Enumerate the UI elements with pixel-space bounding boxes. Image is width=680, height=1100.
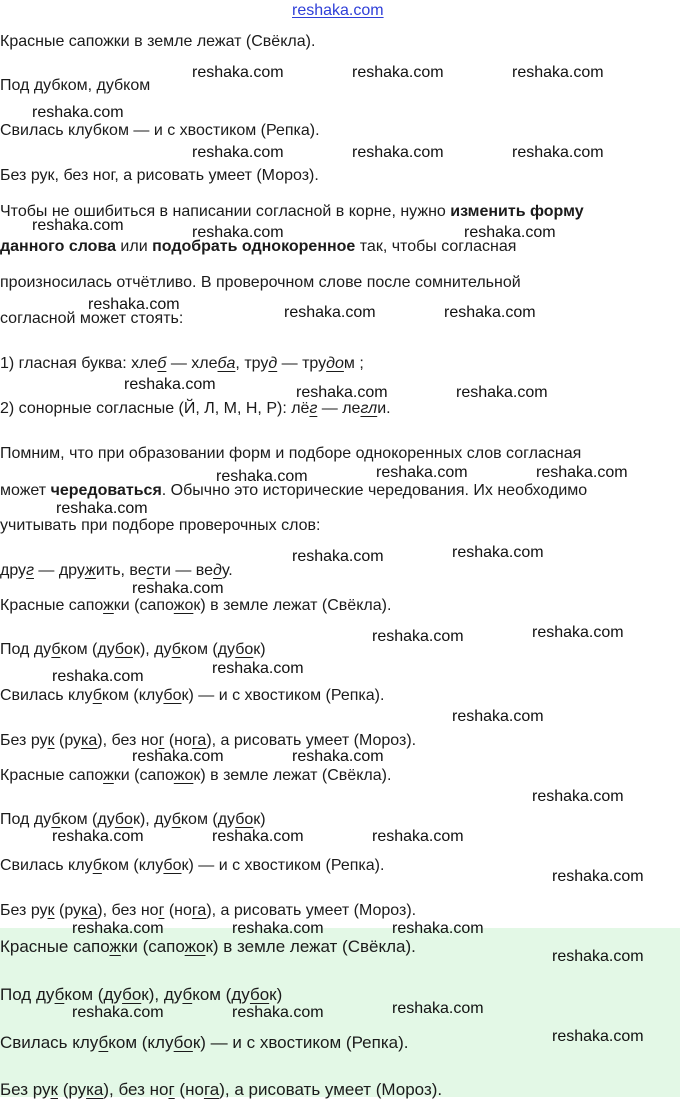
text-segment: (ру <box>57 1080 87 1099</box>
watermark: reshaka.com <box>464 224 556 241</box>
underlined-letter: б <box>182 985 193 1004</box>
answer-line <box>0 937 416 957</box>
watermark: reshaka.com <box>532 788 624 805</box>
text-segment: Свилась клу <box>0 687 93 704</box>
underlined-letter: ж <box>103 597 114 614</box>
rule-text: Чтобы не ошибиться в написании согласной в корне, нужно <box>0 203 451 220</box>
watermark: reshaka.com <box>392 920 484 937</box>
underlined-letter: ба <box>217 355 236 372</box>
watermark: reshaka.com <box>372 828 464 845</box>
text-segment: 1) гласная буква: хле <box>0 355 158 372</box>
text-segment: ком (клу <box>108 1033 174 1052</box>
watermark: reshaka.com <box>552 1028 644 1045</box>
text-segment: Красные сапо <box>0 767 104 784</box>
rule-text: или <box>115 238 153 255</box>
text-segment: Без ру <box>0 902 48 919</box>
text-segment: к) в земле лежат (Свёкла). <box>205 937 416 956</box>
watermark: reshaka.com <box>216 468 308 485</box>
underlined-letter: к <box>50 1080 58 1099</box>
underlined-letter: б <box>51 811 61 828</box>
watermark: reshaka.com <box>192 64 284 81</box>
riddle-line: Красные сапожки в земле лежат (Свёкла). <box>0 33 316 50</box>
text-segment: (ру <box>54 732 82 749</box>
watermark: reshaka.com <box>352 144 444 161</box>
text-segment: 2) сонорные согласные (Й, Л, М, Н, Р): лё <box>0 400 310 417</box>
text-segment: к) в земле лежат (Свёкла). <box>193 597 392 614</box>
site-link[interactable]: reshaka.com <box>292 2 384 19</box>
underlined-letter: жо <box>173 767 194 784</box>
watermark: reshaka.com <box>32 217 124 234</box>
text-segment: к) <box>253 811 266 828</box>
underlined-letter: ка <box>81 902 98 919</box>
rule-bold: данного слова <box>0 238 116 255</box>
watermark: reshaka.com <box>532 624 624 641</box>
underlined-letter: бо <box>249 985 270 1004</box>
underlined-letter: б <box>171 811 181 828</box>
text-segment: ком (ду <box>180 811 236 828</box>
underlined-letter: ка <box>81 732 98 749</box>
watermark: reshaka.com <box>124 376 216 393</box>
watermark: reshaka.com <box>232 1004 324 1021</box>
watermark: reshaka.com <box>192 224 284 241</box>
text-segment: ком (ду <box>60 811 115 828</box>
underlined-letter: к <box>47 902 55 919</box>
list-item <box>0 399 391 419</box>
watermark: reshaka.com <box>132 748 224 765</box>
watermark: reshaka.com <box>132 580 224 597</box>
watermark: reshaka.com <box>456 384 548 401</box>
answer-line <box>0 1080 442 1100</box>
text-segment: Свилась клу <box>0 857 93 874</box>
watermark: reshaka.com <box>372 628 464 645</box>
underlined-letter: бо <box>163 687 182 704</box>
text-segment: ком (клу <box>101 687 164 704</box>
answer-line <box>0 686 384 706</box>
text-segment: — ле <box>317 400 361 417</box>
underlined-letter: ж <box>109 937 121 956</box>
watermark: reshaka.com <box>452 708 544 725</box>
underlined-letter: жо <box>184 937 206 956</box>
text-segment: Под ду <box>0 985 55 1004</box>
text-segment: ), без но <box>97 732 159 749</box>
text-segment: — тру <box>277 355 327 372</box>
text-segment: к) — и с хвостиком (Репка). <box>181 857 385 874</box>
answer-line <box>0 856 384 876</box>
text-segment: ), а рисовать умеет (Мороз). <box>206 902 417 919</box>
underlined-letter: г <box>26 562 34 579</box>
text-segment: (но <box>164 902 192 919</box>
text-segment: к) в земле лежат (Свёкла). <box>193 767 392 784</box>
underlined-letter: бо <box>235 811 254 828</box>
watermark: reshaka.com <box>452 544 544 561</box>
underlined-letter: до <box>326 355 344 372</box>
watermark: reshaka.com <box>192 144 284 161</box>
alt-bold: чередоваться <box>50 482 162 499</box>
underlined-letter: бо <box>114 811 133 828</box>
text-segment: к), ду <box>141 985 183 1004</box>
underlined-letter: га <box>203 1080 220 1099</box>
text-segment: ), а рисовать умеет (Мороз). <box>206 732 417 749</box>
text-segment: к) — и с хвостиком (Репка). <box>181 687 385 704</box>
answer-line <box>0 985 282 1005</box>
text-segment: Красные сапо <box>0 937 110 956</box>
underlined-letter: г <box>158 902 165 919</box>
text-segment: ком (ду <box>192 985 250 1004</box>
underlined-letter: га <box>191 732 207 749</box>
underlined-letter: б <box>98 1033 109 1052</box>
underlined-letter: бо <box>114 641 133 658</box>
alt-line: Помним, что при образовании форм и подборе однокоренных слов согласная <box>0 445 582 462</box>
watermark: reshaka.com <box>32 104 124 121</box>
text-segment: ти — ве <box>154 562 214 579</box>
text-segment: Без ру <box>0 1080 51 1099</box>
example-line <box>0 561 233 581</box>
underlined-letter: ка <box>86 1080 104 1099</box>
answer-line <box>0 810 266 830</box>
underlined-letter: б <box>51 641 61 658</box>
text-segment: дру <box>0 562 27 579</box>
watermark: reshaka.com <box>512 64 604 81</box>
answer-line <box>0 1033 408 1053</box>
text-segment: к), ду <box>132 811 172 828</box>
underlined-letter: гл <box>360 400 378 417</box>
rule-bold: изменить форму <box>450 203 584 220</box>
text-segment: (ру <box>54 902 82 919</box>
text-segment: Без ру <box>0 732 48 749</box>
answer-line <box>0 901 416 921</box>
underlined-letter: б <box>157 355 167 372</box>
text-segment: ком (ду <box>60 641 115 658</box>
underlined-letter: бо <box>173 1033 193 1052</box>
underlined-letter: жо <box>173 597 194 614</box>
text-segment: (но <box>174 1080 204 1099</box>
underlined-letter: с <box>146 562 155 579</box>
underlined-letter: д <box>268 355 278 372</box>
answer-line <box>0 596 391 616</box>
watermark: reshaka.com <box>292 748 384 765</box>
underlined-letter: г <box>309 400 318 417</box>
riddle-line: Под дубком, дубком <box>0 77 151 94</box>
list-item <box>0 354 364 374</box>
alt-text: может <box>0 482 51 499</box>
text-segment: Свилась клу <box>0 1033 99 1052</box>
text-segment: ки (сапо <box>113 767 174 784</box>
watermark: reshaka.com <box>552 868 644 885</box>
text-segment: и. <box>377 400 391 417</box>
text-segment: Под ду <box>0 641 52 658</box>
watermark: reshaka.com <box>212 828 304 845</box>
text-segment: , тру <box>235 355 269 372</box>
watermark: reshaka.com <box>512 144 604 161</box>
text-segment: (но <box>164 732 192 749</box>
underlined-letter: га <box>191 902 207 919</box>
watermark: reshaka.com <box>52 668 144 685</box>
underlined-letter: б <box>171 641 181 658</box>
underlined-letter: к <box>47 732 55 749</box>
text-segment: к), ду <box>132 641 172 658</box>
text-segment: ить, ве <box>95 562 147 579</box>
underlined-letter: б <box>92 857 102 874</box>
riddle-line: Без рук, без ног, а рисовать умеет (Мороз). <box>0 167 319 184</box>
answer-line <box>0 766 391 786</box>
underlined-letter: бо <box>235 641 254 658</box>
watermark: reshaka.com <box>56 500 148 517</box>
watermark: reshaka.com <box>552 948 644 965</box>
underlined-letter: б <box>92 687 102 704</box>
text-segment: ), без но <box>103 1080 169 1099</box>
watermark: reshaka.com <box>444 304 536 321</box>
text-segment: ком (ду <box>180 641 236 658</box>
watermark: reshaka.com <box>292 548 384 565</box>
text-segment: к) <box>269 985 283 1004</box>
text-segment: Красные сапо <box>0 597 104 614</box>
text-segment: м ; <box>343 355 364 372</box>
underlined-letter: ж <box>84 562 96 579</box>
watermark: reshaka.com <box>284 304 376 321</box>
watermark: reshaka.com <box>212 660 304 677</box>
text-segment: Под ду <box>0 811 52 828</box>
riddle-line: Свилась клубком — и с хвостиком (Репка). <box>0 122 320 139</box>
rule-text: так, чтобы согласная <box>355 238 517 255</box>
text-segment: к) <box>253 641 266 658</box>
watermark: reshaka.com <box>72 920 164 937</box>
underlined-letter: бо <box>122 985 142 1004</box>
underlined-letter: г <box>158 732 165 749</box>
underlined-letter: ж <box>103 767 114 784</box>
watermark: reshaka.com <box>392 1000 484 1017</box>
alt-line: учитывать при подборе проверочных слов: <box>0 517 321 534</box>
underlined-letter: д <box>213 562 222 579</box>
underlined-letter: б <box>54 985 65 1004</box>
watermark: reshaka.com <box>72 1004 164 1021</box>
underlined-letter: бо <box>163 857 182 874</box>
rule-bold: подобрать однокоренное <box>152 238 356 255</box>
underlined-letter: г <box>168 1080 175 1099</box>
rule-line: согласной может стоять: <box>0 310 184 327</box>
text-segment: ки (сапо <box>120 937 185 956</box>
text-segment: — дру <box>33 562 85 579</box>
text-segment: ки (сапо <box>113 597 174 614</box>
watermark: reshaka.com <box>296 384 388 401</box>
watermark: reshaka.com <box>232 920 324 937</box>
text-segment: — хле <box>166 355 218 372</box>
text-segment: ком (клу <box>101 857 164 874</box>
text-segment: ), без но <box>97 902 159 919</box>
watermark: reshaka.com <box>352 64 444 81</box>
watermark: reshaka.com <box>52 828 144 845</box>
text-segment: ), а рисовать умеет (Мороз). <box>219 1080 443 1099</box>
watermark: reshaka.com <box>376 464 468 481</box>
rule-line: произносилась отчётливо. В проверочном слове после сомнительной <box>0 274 521 291</box>
answer-line <box>0 640 266 660</box>
watermark: reshaka.com <box>88 296 180 313</box>
text-segment: к) — и с хвостиком (Репка). <box>192 1033 409 1052</box>
alt-text: . Обычно это исторические чередования. Их необходимо <box>161 482 588 499</box>
text-segment: ком (ду <box>64 985 123 1004</box>
text-segment: у. <box>221 562 233 579</box>
watermark: reshaka.com <box>536 464 628 481</box>
